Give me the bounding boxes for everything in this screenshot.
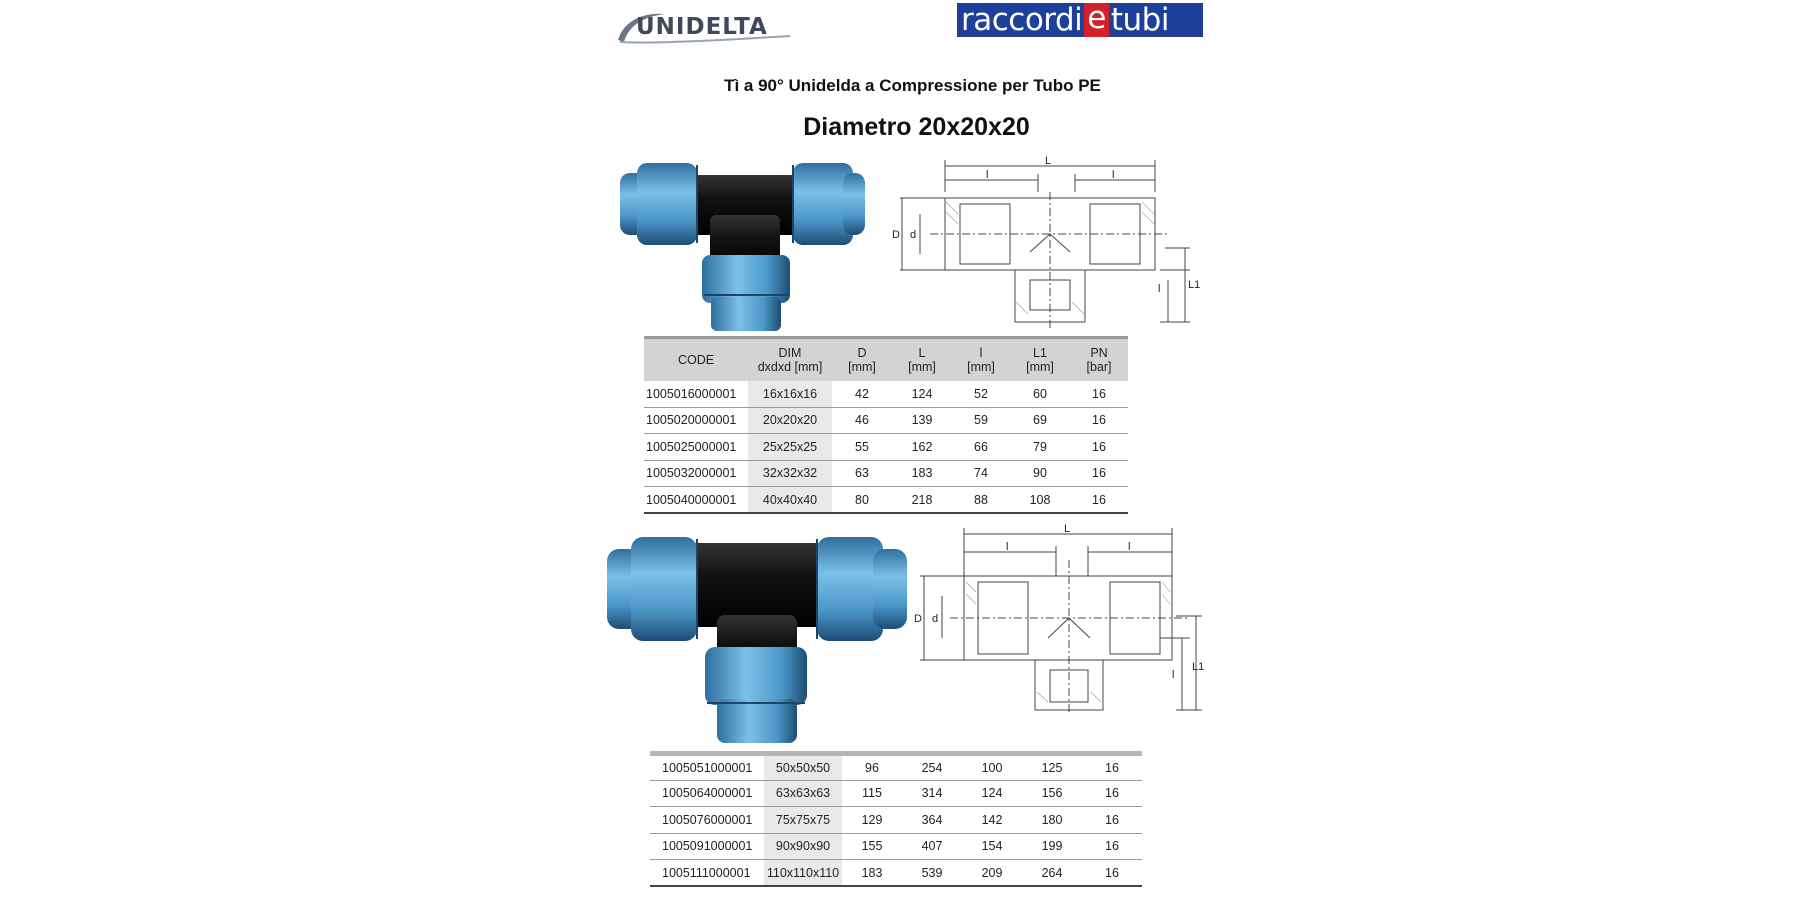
col-header-text: D — [857, 345, 867, 360]
col-header-text: L — [918, 345, 926, 360]
col-header-text: l — [979, 345, 983, 360]
raccordi-e-tubi-logo — [957, 0, 1203, 38]
table-cell: 42 — [832, 381, 892, 408]
table-cell: 55 — [832, 434, 892, 461]
col-header-text: [mm] — [1026, 359, 1054, 374]
tee-technical-drawing-large — [914, 520, 1205, 716]
col-header-text: [mm] — [908, 359, 936, 374]
dim-label-L1-2: L1 — [1192, 661, 1205, 673]
dim-label-D-2: D — [914, 613, 922, 625]
col-header-code — [644, 338, 748, 381]
table-cell: 40x40x40 — [748, 487, 832, 514]
table-cell: 20x20x20 — [748, 407, 832, 434]
dim-label-l-bottom: l — [1158, 283, 1161, 295]
table-cell: 16 — [1082, 780, 1142, 807]
col-header-L1 — [1010, 338, 1070, 381]
table-cell: 124 — [962, 780, 1022, 807]
table-cell: 180 — [1022, 807, 1082, 834]
table-row — [650, 860, 1142, 887]
table-cell: 75x75x75 — [764, 807, 842, 834]
table-cell: 63 — [832, 460, 892, 487]
col-header-PN — [1070, 338, 1128, 381]
spec-table-small-sizes — [644, 336, 1128, 514]
logo-text-e: e — [1084, 3, 1109, 37]
table-cell: 16 — [1070, 434, 1128, 461]
dim-label-L: L — [1045, 155, 1052, 167]
col-header-text: [mm] — [848, 359, 876, 374]
table-row — [650, 807, 1142, 834]
table-cell: 155 — [842, 833, 902, 860]
table-cell: 74 — [952, 460, 1010, 487]
tee-fitting-photo-large — [605, 535, 910, 747]
table-cell: 90 — [1010, 460, 1070, 487]
table-cell: 110x110x110 — [764, 860, 842, 887]
table-cell: 25x25x25 — [748, 434, 832, 461]
table-cell: 80 — [832, 487, 892, 514]
dim-label-l-left-2: l — [1006, 541, 1009, 553]
col-header-D — [832, 338, 892, 381]
table-row — [644, 460, 1128, 487]
unidelta-wordmark: UNIDELTA — [636, 14, 768, 40]
table-cell: 254 — [902, 754, 962, 781]
spec-table-large-sizes — [650, 751, 1142, 887]
logo-text-tubi: tubi — [1110, 2, 1169, 38]
dim-label-d-2: d — [932, 613, 939, 625]
table-header-row — [644, 338, 1128, 381]
table-row — [644, 381, 1128, 408]
table-cell: 96 — [842, 754, 902, 781]
col-header-text: PN — [1090, 345, 1108, 360]
col-header-text: [bar] — [1086, 359, 1112, 374]
table-cell: 209 — [962, 860, 1022, 887]
dim-label-l-left: l — [986, 169, 989, 181]
table-cell: 16 — [1082, 833, 1142, 860]
table-cell: 539 — [902, 860, 962, 887]
table-cell: 52 — [952, 381, 1010, 408]
table-cell: 1005091000001 — [650, 833, 764, 860]
table-cell: 162 — [892, 434, 952, 461]
table-cell: 124 — [892, 381, 952, 408]
table-cell: 139 — [892, 407, 952, 434]
table-cell: 46 — [832, 407, 892, 434]
table-cell: 16 — [1082, 754, 1142, 781]
col-header-text: DIM — [778, 345, 802, 360]
product-diameter: Diametro 20x20x20 — [803, 113, 1030, 141]
table-cell: 16 — [1082, 860, 1142, 887]
table-cell: 16 — [1070, 381, 1128, 408]
table-cell: 154 — [962, 833, 1022, 860]
dim-label-D: D — [892, 229, 900, 241]
table-cell: 1005040000001 — [644, 487, 748, 514]
table-cell: 142 — [962, 807, 1022, 834]
table-cell: 183 — [892, 460, 952, 487]
table-cell: 16 — [1070, 487, 1128, 514]
table-row — [644, 487, 1128, 514]
table-cell: 16 — [1082, 807, 1142, 834]
table-cell: 66 — [952, 434, 1010, 461]
col-header-text: dxdxd [mm] — [757, 359, 823, 374]
table-row — [650, 780, 1142, 807]
table-cell: 125 — [1022, 754, 1082, 781]
table-cell: 16 — [1070, 407, 1128, 434]
table-cell: 1005051000001 — [650, 754, 764, 781]
dim-label-l-right-2: l — [1128, 541, 1131, 553]
col-header-L — [892, 338, 952, 381]
dim-label-l-bottom-2: l — [1172, 669, 1175, 681]
table-cell: 1005025000001 — [644, 434, 748, 461]
table-cell: 1005064000001 — [650, 780, 764, 807]
dim-label-L-2: L — [1064, 523, 1071, 535]
unidelta-logo — [614, 6, 794, 46]
col-header-text: L1 — [1033, 345, 1047, 360]
table-cell: 88 — [952, 487, 1010, 514]
table-cell: 79 — [1010, 434, 1070, 461]
table-row — [644, 434, 1128, 461]
dim-label-l-right: l — [1112, 169, 1115, 181]
table-row — [650, 754, 1142, 781]
table-cell: 156 — [1022, 780, 1082, 807]
table-cell: 407 — [902, 833, 962, 860]
table-cell: 60 — [1010, 381, 1070, 408]
table-cell: 1005076000001 — [650, 807, 764, 834]
product-title: Tì a 90° Unidelda a Compressione per Tubo PE — [724, 76, 1101, 95]
table-cell: 1005032000001 — [644, 460, 748, 487]
table-cell: 115 — [842, 780, 902, 807]
dim-label-d: d — [910, 229, 917, 241]
table-cell: 129 — [842, 807, 902, 834]
col-header-dim — [748, 338, 832, 381]
table-cell: 100 — [962, 754, 1022, 781]
col-header-text: CODE — [677, 352, 715, 367]
table-cell: 364 — [902, 807, 962, 834]
dim-label-L1: L1 — [1188, 279, 1201, 291]
table-cell: 1005020000001 — [644, 407, 748, 434]
table-cell: 183 — [842, 860, 902, 887]
table-cell: 108 — [1010, 487, 1070, 514]
tee-technical-drawing-small — [890, 152, 1200, 332]
table-cell: 16 — [1070, 460, 1128, 487]
logo-text-raccordi: raccordi — [961, 2, 1083, 38]
table-cell: 63x63x63 — [764, 780, 842, 807]
table-cell: 32x32x32 — [748, 460, 832, 487]
table-cell: 264 — [1022, 860, 1082, 887]
col-header-l — [952, 338, 1010, 381]
table-cell: 59 — [952, 407, 1010, 434]
table-cell: 50x50x50 — [764, 754, 842, 781]
table-cell: 90x90x90 — [764, 833, 842, 860]
table-cell: 69 — [1010, 407, 1070, 434]
table-cell: 16x16x16 — [748, 381, 832, 408]
table-cell: 314 — [902, 780, 962, 807]
col-header-text: [mm] — [967, 359, 995, 374]
table-row — [650, 833, 1142, 860]
table-row — [644, 407, 1128, 434]
tee-fitting-photo-small — [615, 155, 873, 335]
table-cell: 1005111000001 — [650, 860, 764, 887]
table-cell: 199 — [1022, 833, 1082, 860]
table-cell: 1005016000001 — [644, 381, 748, 408]
table-cell: 218 — [892, 487, 952, 514]
